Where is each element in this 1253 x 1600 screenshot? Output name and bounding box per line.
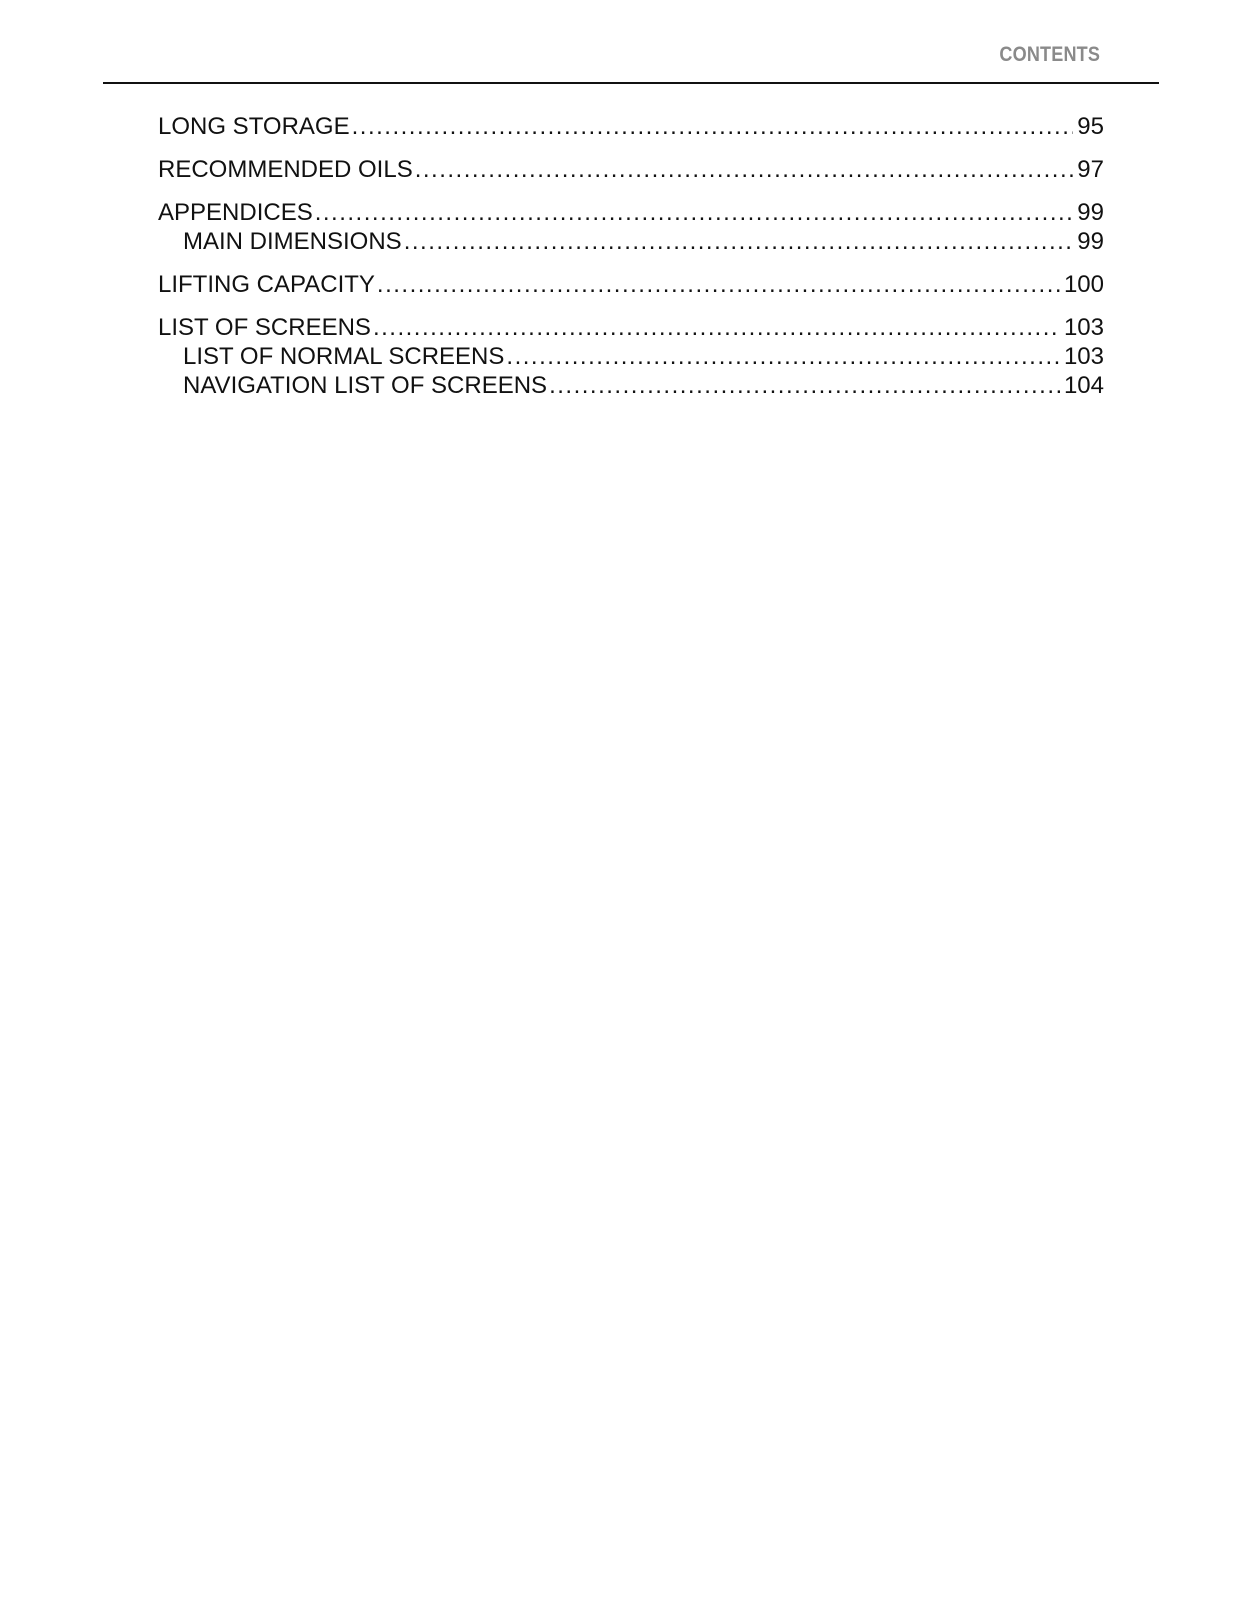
toc-dot-leader (404, 227, 1074, 256)
toc-entry-page: 99 (1077, 228, 1104, 255)
toc-entry-page: 103 (1063, 314, 1104, 341)
toc-entry-page: 99 (1077, 199, 1104, 226)
toc-entry-label: NAVIGATION LIST OF SCREENS (183, 372, 548, 399)
toc-entry-page: 95 (1077, 113, 1104, 140)
toc-entry-list-of-normal-screens[interactable] (158, 342, 1104, 371)
toc-dot-leader (549, 371, 1060, 400)
toc-entry-list-of-screens[interactable] (158, 313, 1104, 342)
page-title: CONTENTS (999, 43, 1100, 66)
toc-entry-page: 100 (1063, 271, 1104, 298)
toc-entry-page: 97 (1077, 156, 1104, 183)
toc-entry-page: 104 (1063, 372, 1104, 399)
toc-dot-leader (506, 342, 1060, 371)
toc-entry-label: RECOMMENDED OILS (158, 156, 413, 183)
toc-entry-label: MAIN DIMENSIONS (183, 228, 402, 255)
toc-entry-navigation-list-of-screens[interactable] (158, 371, 1104, 400)
toc-dot-leader (377, 270, 1060, 299)
toc-group (158, 313, 1104, 400)
toc-dot-leader (315, 198, 1074, 227)
toc-entry-page: 103 (1063, 343, 1104, 370)
table-of-contents (158, 112, 1104, 414)
toc-group (158, 198, 1104, 256)
toc-entry-label: LONG STORAGE (158, 113, 350, 140)
header-divider (103, 82, 1159, 84)
toc-group (158, 270, 1104, 299)
toc-entry-label: APPENDICES (158, 199, 313, 226)
toc-dot-leader (373, 313, 1060, 342)
toc-group (158, 155, 1104, 184)
toc-entry-label: LIST OF SCREENS (158, 314, 371, 341)
toc-entry-recommended-oils[interactable] (158, 155, 1104, 184)
toc-dot-leader (415, 155, 1074, 184)
toc-dot-leader (352, 112, 1074, 141)
toc-entry-label: LIFTING CAPACITY (158, 271, 375, 298)
page-header (0, 0, 1253, 86)
toc-entry-lifting-capacity[interactable] (158, 270, 1104, 299)
toc-entry-appendices[interactable] (158, 198, 1104, 227)
toc-entry-long-storage[interactable] (158, 112, 1104, 141)
toc-entry-main-dimensions[interactable] (158, 227, 1104, 256)
toc-entry-label: LIST OF NORMAL SCREENS (183, 343, 505, 370)
toc-group (158, 112, 1104, 141)
